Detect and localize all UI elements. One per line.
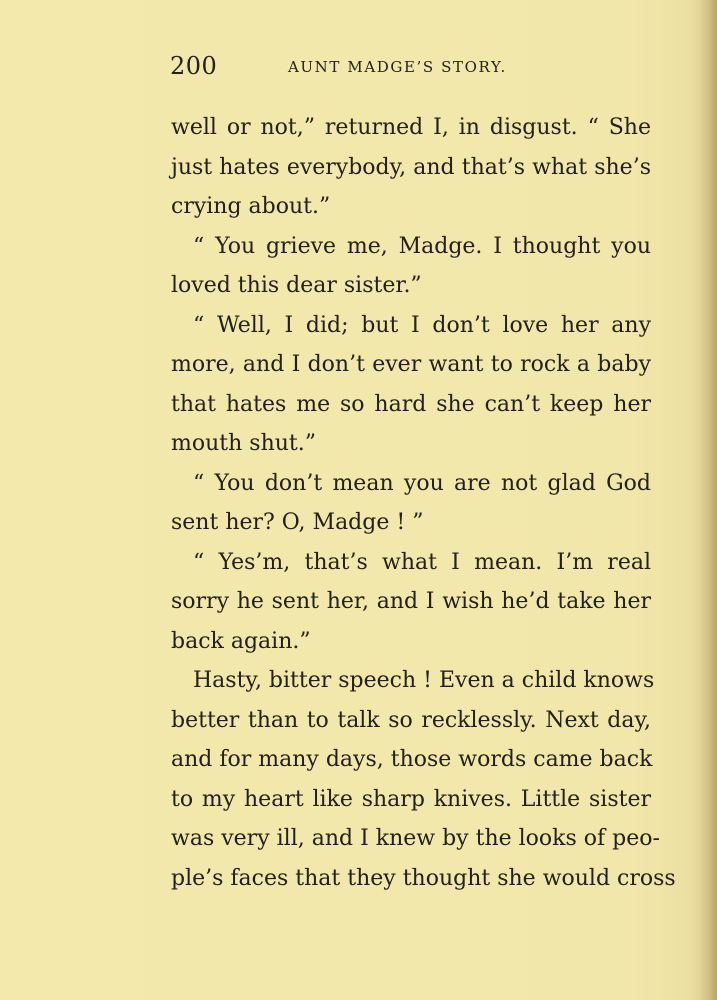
text-line: that hates me so hard she can’t keep her <box>171 391 651 417</box>
page-number: 200 <box>170 52 218 80</box>
text-line: ple’s faces that they thought she would cross <box>171 865 676 891</box>
text-line: and for many days, those words came back <box>171 747 653 772</box>
text-line: sent her? O, Madge ! ” <box>171 510 424 535</box>
text-line: just hates everybody, and that’s what she’s <box>171 154 651 180</box>
text-line: “ Yes’m, that’s what I mean. I’m real <box>193 549 651 575</box>
body-text <box>171 108 676 898</box>
running-head: AUNT MADGE’S STORY. <box>288 58 507 76</box>
text-line: sorry he sent her, and I wish he’d take her <box>171 589 651 614</box>
page-header <box>170 52 650 88</box>
text-line: loved this dear sister.” <box>171 273 422 298</box>
text-line: more, and I don’t ever want to rock a baby <box>171 352 651 377</box>
text-line: back again.” <box>171 628 311 654</box>
text-line: “ Well, I did; but I don’t love her any <box>193 312 651 338</box>
text-line: crying about.” <box>171 194 331 219</box>
text-line: “ You don’t mean you are not glad God <box>193 470 651 496</box>
text-line: mouth shut.” <box>171 431 316 456</box>
page-edge-shadow <box>699 0 717 1000</box>
text-line: Hasty, bitter speech ! Even a child knows <box>193 668 655 693</box>
text-line: “ You grieve me, Madge. I thought you <box>193 233 651 259</box>
text-line: well or not,” returned I, in disgust. “ She <box>171 115 651 140</box>
text-line: better than to talk so recklessly. Next day, <box>171 707 651 733</box>
text-line: to my heart like sharp knives. Little sister <box>171 786 651 812</box>
text-line: was very ill, and I knew by the looks of peo- <box>171 826 660 851</box>
